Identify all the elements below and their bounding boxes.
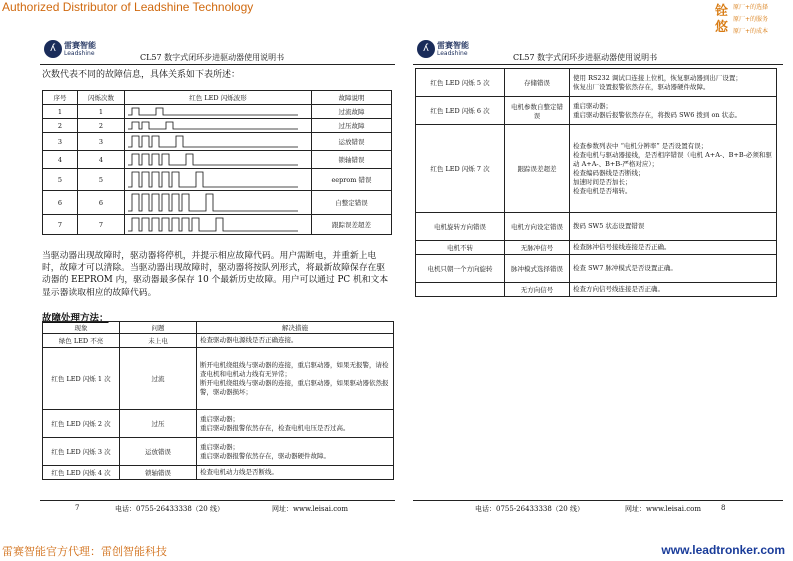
blink-waveform (128, 171, 300, 189)
row-number: 3 (43, 133, 78, 151)
brand-char-2: 悠 (715, 20, 729, 35)
blink-waveform (128, 135, 300, 149)
phenomenon-cell: 电机旋转方向错误 (416, 213, 505, 241)
solution-cell (570, 283, 777, 297)
phenomenon-cell: 红色 LED 闪烁 7 次 (416, 125, 505, 213)
waveform-cell (125, 105, 312, 119)
brand-logo (715, 0, 785, 36)
waveform-cell (125, 215, 312, 235)
website-link[interactable]: www.leadtronker.com (661, 543, 785, 557)
solution-line: 加速时间是否加长； (573, 177, 632, 186)
page-footer (413, 500, 783, 519)
solution-cell (197, 466, 394, 480)
right-page (413, 38, 783, 518)
solution-line: 检查驱动器电源线是否正确连接。 (200, 336, 298, 344)
solution-line: 重启驱动器； (573, 101, 612, 110)
logo-cn: 雷赛智能 (437, 41, 469, 50)
problem-cell: 跟踪误差超差 (505, 125, 570, 213)
phenomenon-cell: 电机只朝一个方向旋转 (416, 255, 505, 283)
distributor-label: Authorized Distributor of Leadshine Technology (2, 0, 254, 14)
solution-line: 检查电机与驱动器接线，是否相序错误（电机 A+A-、B+B-必须和驱动 A+A-、B+B-严格对应）； (573, 150, 772, 168)
solution-line: 重启驱动器报警依然存在，驱动器硬件故障。 (200, 451, 330, 460)
solution-line: 使用 RS232 调试口连接上位机，恢复驱动器到出厂设置； (573, 73, 742, 82)
row-number: 5 (43, 169, 78, 191)
logo-en: Leadshine (64, 50, 95, 57)
table-row (43, 348, 394, 410)
solution-cell (197, 410, 394, 438)
solution-cell (197, 334, 394, 348)
page-number: 8 (721, 504, 726, 512)
col-header: 闪烁次数 (78, 91, 125, 105)
problem-cell: 脉冲模式选择错误 (505, 255, 570, 283)
phenomenon-cell: 红色 LED 闪烁 1 次 (43, 348, 120, 410)
fault-handling-table (42, 321, 394, 480)
blink-count: 1 (78, 105, 125, 119)
footer-phone: 电话：0755-26433338（20 线） (115, 505, 224, 513)
solution-line: 重启驱动器报警依然存在，检查电机电压是否过高。 (200, 423, 350, 432)
table-row (416, 255, 777, 283)
blink-count: 5 (78, 169, 125, 191)
solution-line: 检查电机是否堵转。 (573, 186, 632, 195)
col-header: 解决措施 (197, 322, 394, 334)
top-banner (0, 0, 793, 18)
waveform-cell (125, 169, 312, 191)
col-header: 序号 (43, 91, 78, 105)
waveform-line (128, 122, 298, 129)
table-row (43, 191, 392, 215)
solution-cell (570, 69, 777, 97)
page-header (413, 38, 783, 65)
row-number: 6 (43, 191, 78, 215)
table-row (416, 283, 777, 297)
table-row (43, 334, 394, 348)
table-row (416, 69, 777, 97)
problem-cell: 运放错误 (120, 438, 197, 466)
header-title: CL57 数字式闭环步进驱动器使用说明书 (513, 53, 658, 62)
fault-description: 锁轴错误 (312, 151, 392, 169)
solution-line: 断开电机绕组线与驱动器的连接，重启驱动器，如果驱动器依然报警，驱动器损坏； (200, 378, 389, 396)
waveform-line (128, 172, 298, 187)
fault-description: 过压故障 (312, 119, 392, 133)
solution-cell (197, 348, 394, 410)
waveform-cell (125, 191, 312, 215)
col-header: 故障说明 (312, 91, 392, 105)
col-header: 现象 (43, 322, 120, 334)
solution-cell (570, 125, 777, 213)
blink-waveform (128, 153, 300, 167)
blink-count: 2 (78, 119, 125, 133)
problem-cell: 锁轴错误 (120, 466, 197, 480)
blink-waveform (128, 121, 300, 131)
fault-description: 过流故障 (312, 105, 392, 119)
problem-cell: 无方向信号 (505, 283, 570, 297)
solution-line: 重启驱动器后报警依然存在，将拨码 SW6 拨到 on 状态。 (573, 110, 742, 119)
blink-count: 7 (78, 215, 125, 235)
solution-line: 重启驱动器； (200, 414, 239, 423)
solution-line: 拨码 SW5 状态设置错误 (573, 222, 645, 230)
problem-cell: 过压 (120, 410, 197, 438)
fault-description: 运放错误 (312, 133, 392, 151)
phenomenon-cell: 红色 LED 闪烁 4 次 (43, 466, 120, 480)
solution-line: 检查脉冲信号接线连接是否正确。 (573, 243, 671, 251)
phenomenon-cell: 红色 LED 闪烁 6 次 (416, 97, 505, 125)
problem-cell: 过流 (120, 348, 197, 410)
brand-line-3: 原厂+的成本 (733, 28, 769, 35)
solution-cell (570, 255, 777, 283)
fault-description: 自整定错误 (312, 191, 392, 215)
solution-line: 检查方向信号线连接是否正确。 (573, 285, 664, 293)
fault-code-table (42, 90, 392, 235)
phenomenon-cell: 绿色 LED 不亮 (43, 334, 120, 348)
solution-cell (197, 438, 394, 466)
table-row (416, 97, 777, 125)
problem-cell: 电机方向设定错误 (505, 213, 570, 241)
table-row (43, 215, 392, 235)
page-header (40, 38, 395, 65)
col-header: 红色 LED 闪烁波形 (125, 91, 312, 105)
solution-line: 检查编码器线是否断线； (573, 168, 645, 177)
table-row (416, 241, 777, 255)
leadshine-logo (44, 40, 124, 60)
solution-line: 检查电机动力线是否断线。 (200, 468, 278, 476)
phenomenon-cell: 红色 LED 闪烁 5 次 (416, 69, 505, 97)
section-title: 故障处理方法： (42, 313, 109, 324)
phenomenon-cell: 红色 LED 闪烁 2 次 (43, 410, 120, 438)
blink-waveform (128, 107, 300, 117)
row-number: 7 (43, 215, 78, 235)
solution-cell (570, 213, 777, 241)
row-number: 2 (43, 119, 78, 133)
solution-line: 断开电机绕组线与驱动器的连接，重启驱动器，如果无报警，请检查电机和电机动力线有无异常； (200, 360, 389, 378)
solution-line: 检查 SW7 脉冲模式是否设置正确。 (573, 264, 677, 272)
table-row (43, 105, 392, 119)
logo-cn: 雷赛智能 (64, 41, 96, 50)
problem-cell: 存储错误 (505, 69, 570, 97)
solution-line: 检查参数列表中 “电机分辨率” 是否设置有误； (573, 141, 708, 150)
brand-line-1: 原厂+的选择 (733, 4, 769, 11)
blink-count: 4 (78, 151, 125, 169)
fault-paragraph: 当驱动器出现故障时，驱动器将停机，并提示相应故障代码。用户需断电，并重新上电时，故障才可以清除。当驱动器出现故障时，驱动器将按队列形式，将最新故障保存在驱动器的 EEPROM 内，驱动器最多保存 10 个最新历史故障。用户可以通过 PC 机和文本显示器读取相应的故障代码。 (42, 251, 389, 298)
problem-cell: 无脉冲信号 (505, 241, 570, 255)
table-row (43, 466, 394, 480)
waveform-line (128, 136, 298, 147)
logo-en: Leadshine (437, 50, 468, 57)
problem-cell: 未上电 (120, 334, 197, 348)
blink-waveform (128, 193, 300, 213)
waveform-cell (125, 133, 312, 151)
solution-line: 重启驱动器； (200, 442, 239, 451)
page-footer (40, 500, 395, 519)
waveform-cell (125, 151, 312, 169)
page-number: 7 (75, 504, 80, 512)
table-row (43, 410, 394, 438)
table-row (43, 438, 394, 466)
blink-count: 6 (78, 191, 125, 215)
table-row (416, 125, 777, 213)
problem-cell: 电机参数自整定错误 (505, 97, 570, 125)
brand-line-2: 原厂+的服务 (733, 16, 769, 23)
solution-cell (570, 97, 777, 125)
row-number: 4 (43, 151, 78, 169)
phenomenon-cell (416, 283, 505, 297)
table-row (416, 213, 777, 241)
brand-char-1: 铨 (715, 4, 729, 19)
blink-count: 3 (78, 133, 125, 151)
left-page (40, 38, 395, 518)
footer-web: 网址：www.leisai.com (272, 505, 348, 513)
fault-handling-table-cont (415, 68, 777, 297)
waveform-line (128, 194, 298, 211)
waveform-line (128, 218, 298, 231)
row-number: 1 (43, 105, 78, 119)
fault-description: eeprom 错误 (312, 169, 392, 191)
solution-line: 恢复出厂设置报警依然存在，驱动器硬件故障。 (573, 82, 710, 91)
blink-waveform (128, 217, 300, 233)
logo-mark-icon: ʎ (44, 40, 62, 58)
waveform-line (128, 108, 298, 115)
footer-web: 网址：www.leisai.com (625, 505, 701, 513)
footer-phone: 电话：0755-26433338（20 线） (475, 505, 584, 513)
official-agent-label: 雷赛智能官方代理：雷创智能科技 (2, 545, 167, 558)
solution-cell (570, 241, 777, 255)
table-row (43, 151, 392, 169)
waveform-cell (125, 119, 312, 133)
phenomenon-cell: 红色 LED 闪烁 3 次 (43, 438, 120, 466)
fault-description: 跟踪误差超差 (312, 215, 392, 235)
col-header: 问题 (120, 322, 197, 334)
logo-mark-icon: ʎ (417, 40, 435, 58)
waveform-line (128, 154, 298, 165)
intro-text: 次数代表不同的故障信息，具体关系如下表所述： (42, 70, 241, 80)
table-row (43, 133, 392, 151)
table-row (43, 169, 392, 191)
phenomenon-cell: 电机不转 (416, 241, 505, 255)
header-title: CL57 数字式闭环步进驱动器使用说明书 (140, 53, 285, 62)
table-row (43, 119, 392, 133)
leadshine-logo (417, 40, 497, 60)
